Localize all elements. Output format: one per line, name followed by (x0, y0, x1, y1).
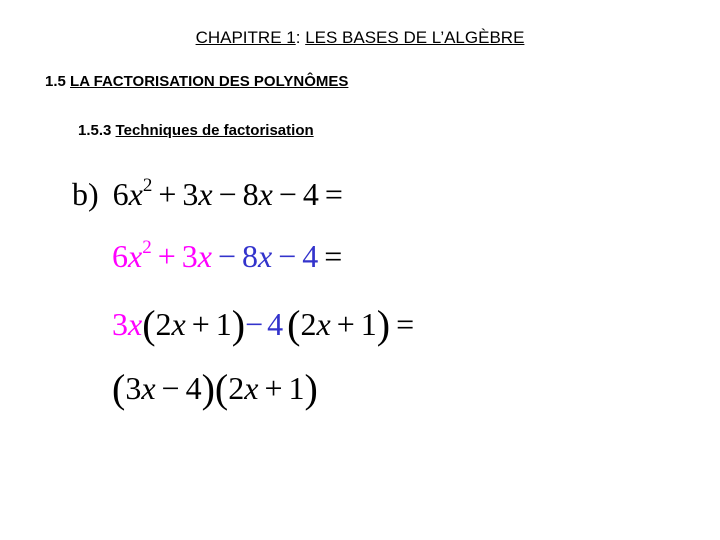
operator: − (278, 176, 297, 212)
equation-line-2 (112, 237, 348, 274)
common-factor-1 (112, 306, 142, 342)
operator: + (336, 306, 355, 342)
equation-line-1 (72, 175, 349, 212)
term: 8 (242, 238, 258, 274)
section-number: 1.5 (45, 73, 66, 90)
term: 3 (181, 238, 198, 274)
term: 2 (155, 306, 172, 342)
chapter-separator: : (295, 28, 301, 47)
operator: + (157, 238, 176, 274)
subsection-heading (78, 122, 314, 139)
coefficient: 4 (267, 306, 284, 342)
term: 3 (125, 370, 142, 406)
term: 6 (112, 238, 128, 274)
common-factor-2 (245, 306, 283, 342)
operator: − (218, 176, 237, 212)
left-paren: ( (112, 366, 126, 411)
right-paren: ) (201, 366, 215, 411)
subsection-title: Techniques de factorisation (115, 122, 314, 139)
right-paren: ) (304, 366, 318, 411)
left-paren: ( (214, 366, 229, 411)
operator: − (278, 238, 297, 274)
chapter-label: CHAPITRE 1 (195, 28, 296, 47)
coefficient: 3 (112, 306, 128, 342)
variable: x (316, 306, 331, 342)
section-title: LA FACTORISATION DES POLYNÔMES (70, 73, 349, 90)
equals-sign: = (324, 238, 343, 274)
right-paren: ) (376, 302, 391, 347)
term: 6 (112, 176, 129, 212)
variable: x (258, 176, 273, 212)
variable: x (128, 306, 143, 342)
equals-sign: = (396, 306, 415, 342)
variable: x (141, 370, 156, 406)
term: 1 (360, 306, 377, 342)
term: 1 (288, 370, 305, 406)
equation-line-3 (112, 302, 420, 347)
term: 4 (302, 238, 319, 274)
exponent: 2 (142, 175, 153, 196)
chapter-title: LES BASES DE L’ALGÈBRE (305, 28, 525, 47)
term: 1 (215, 306, 232, 342)
term: 8 (242, 176, 259, 212)
term: 4 (302, 176, 319, 212)
operator: − (161, 370, 180, 406)
term: 2 (228, 370, 245, 406)
term: 4 (185, 370, 202, 406)
section-heading (45, 73, 348, 90)
variable: x (244, 370, 259, 406)
operator: + (264, 370, 283, 406)
exponent: 2 (142, 237, 152, 258)
operator: + (158, 176, 177, 212)
variable: x (171, 306, 186, 342)
equals-sign: = (324, 176, 343, 212)
variable: x (128, 176, 143, 212)
chapter-heading (0, 28, 720, 48)
left-paren: ( (287, 302, 301, 347)
variable: x (198, 176, 213, 212)
equation-line-4 (112, 366, 318, 411)
operator: − (245, 306, 264, 342)
operator: + (191, 306, 210, 342)
subsection-number: 1.5.3 (78, 122, 112, 139)
right-paren: ) (231, 302, 246, 347)
operator: − (217, 238, 236, 274)
variable: x (258, 238, 273, 274)
left-paren: ( (142, 302, 156, 347)
exercise-label: b) (72, 176, 99, 212)
term: 2 (300, 306, 317, 342)
term: 3 (182, 176, 199, 212)
group-2 (212, 238, 318, 274)
group-1 (112, 238, 212, 274)
variable: x (128, 238, 143, 274)
variable: x (197, 238, 212, 274)
